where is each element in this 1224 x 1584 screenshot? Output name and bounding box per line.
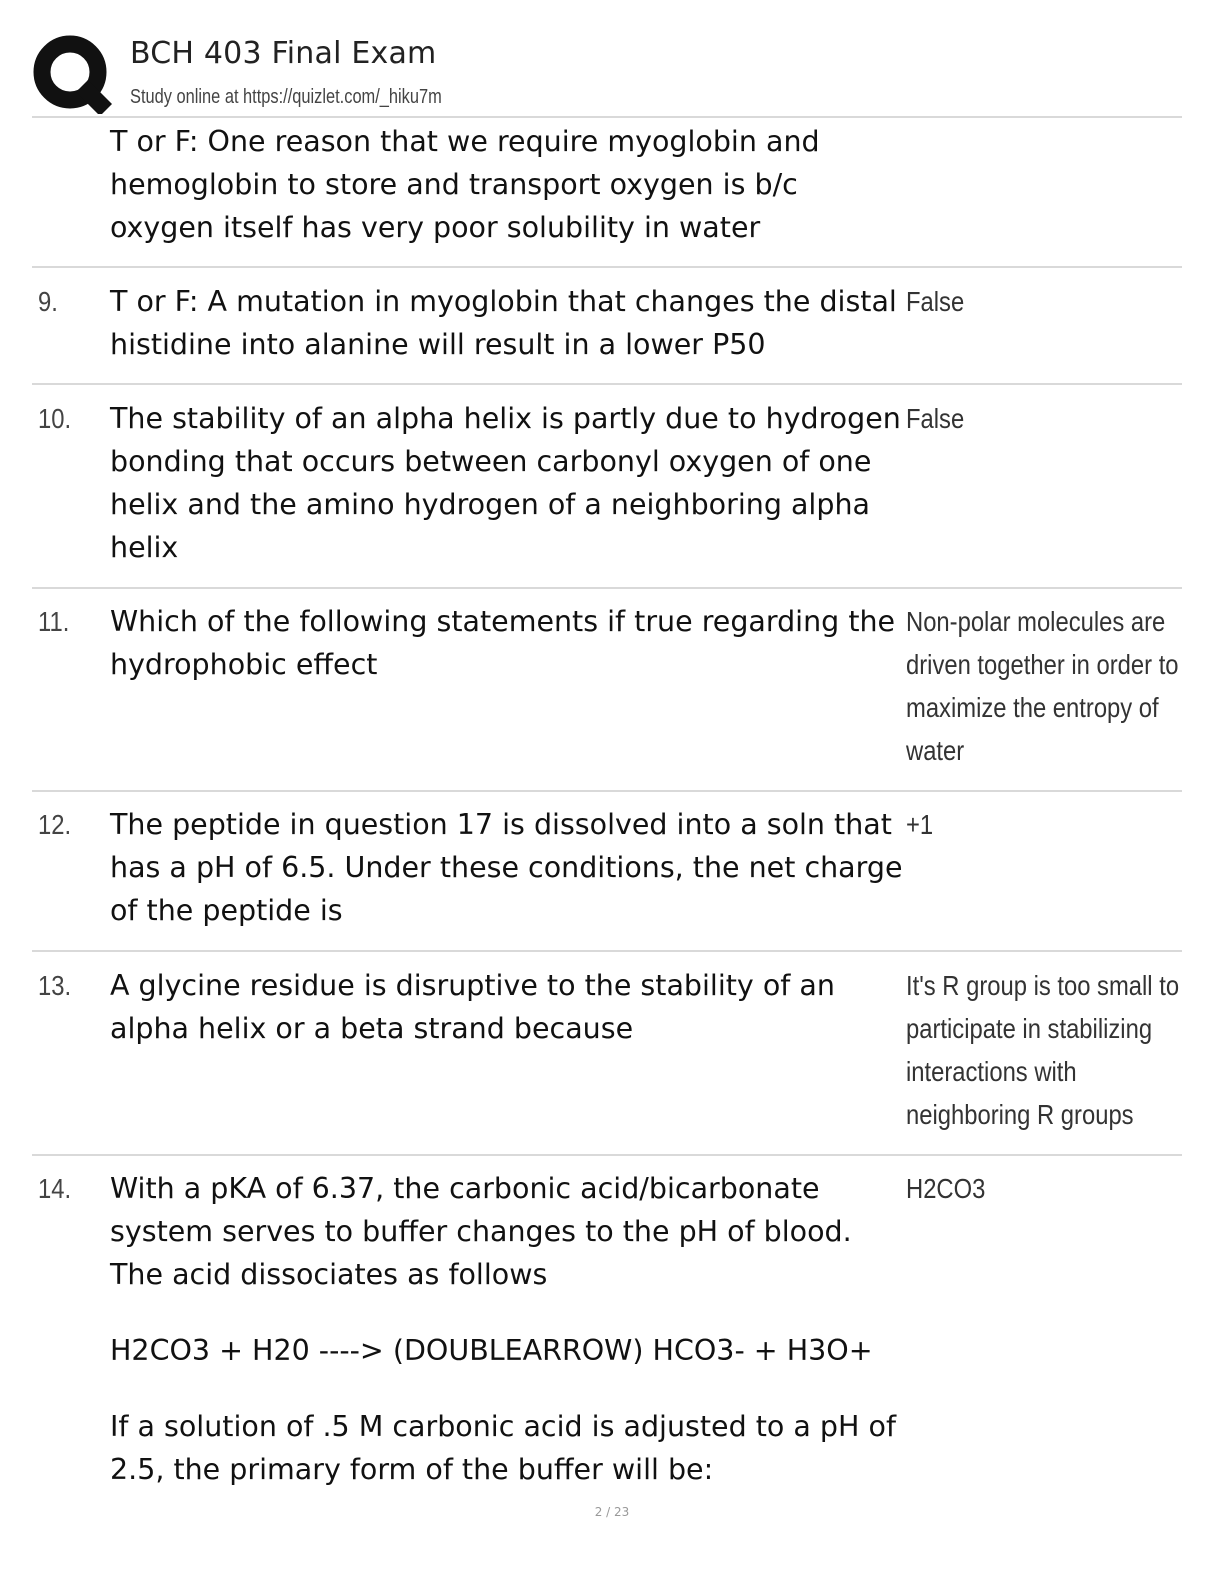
question-equation: H2CO3 + H20 ----> (DOUBLEARROW) HCO3- + H3O+ — [110, 1334, 873, 1367]
question-paragraph: The peptide in question 17 is dissolved into a soln that has a pH of 6.5. Under these conditions, the net charge of the peptide is — [110, 808, 903, 927]
document-title: BCH 403 Final Exam — [130, 36, 437, 71]
card-answer: False — [906, 403, 965, 434]
question-paragraph: Which of the following statements if true regarding the hydrophobic effect — [110, 605, 896, 681]
card-number: 12. — [38, 809, 72, 840]
card-number: 11. — [38, 606, 70, 637]
card-number: 9. — [38, 286, 58, 317]
card-question — [110, 600, 910, 686]
document-header — [32, 30, 1182, 116]
question-paragraph: If a solution of .5 M carbonic acid is adjusted to a pH of 2.5, the primary form of the buffer will be: — [110, 1410, 896, 1486]
card-number: 14. — [38, 1173, 72, 1204]
card-number: 13. — [38, 970, 72, 1001]
question-paragraph: T or F: One reason that we require myoglobin and hemoglobin to store and transport oxygen is b/c oxygen itself has very poor solubility in water — [110, 125, 820, 244]
card-answer: It's R group is too small to participate in stabilizing interactions with neighboring R groups — [906, 970, 1180, 1130]
divider — [32, 587, 1182, 589]
card-question — [110, 964, 910, 1050]
question-paragraph: The stability of an alpha helix is partly due to hydrogen bonding that occurs between carbonyl oxygen of one helix and the amino hydrogen of a neighboring alpha helix — [110, 402, 901, 564]
divider — [32, 266, 1182, 268]
card-question — [110, 1167, 910, 1491]
card-answer: Non-polar molecules are driven together in order to maximize the entropy of water — [906, 606, 1179, 766]
study-online-link[interactable]: Study online at https://quizlet.com/_hiku7m — [130, 86, 442, 108]
card-answer: H2CO3 — [906, 1173, 986, 1204]
divider — [32, 790, 1182, 792]
divider — [32, 116, 1182, 118]
card-answer: +1 — [906, 809, 934, 840]
question-paragraph: T or F: A mutation in myoglobin that changes the distal histidine into alanine will result in a lower P50 — [110, 285, 897, 361]
question-paragraph: A glycine residue is disruptive to the stability of an alpha helix or a beta strand because — [110, 969, 835, 1045]
card-question — [110, 803, 910, 932]
quizlet-logo-icon — [32, 34, 112, 114]
question-paragraph: With a pKA of 6.37, the carbonic acid/bicarbonate system serves to buffer changes to the pH of blood. The acid dissociates as follows — [110, 1172, 852, 1291]
card-question — [110, 397, 910, 569]
card-question — [110, 280, 910, 366]
card-answer: False — [906, 286, 965, 317]
page-number: 2 / 23 — [594, 1505, 630, 1519]
divider — [32, 950, 1182, 952]
card-question — [110, 120, 910, 249]
card-number: 10. — [38, 403, 72, 434]
divider — [32, 1154, 1182, 1156]
divider — [32, 383, 1182, 385]
